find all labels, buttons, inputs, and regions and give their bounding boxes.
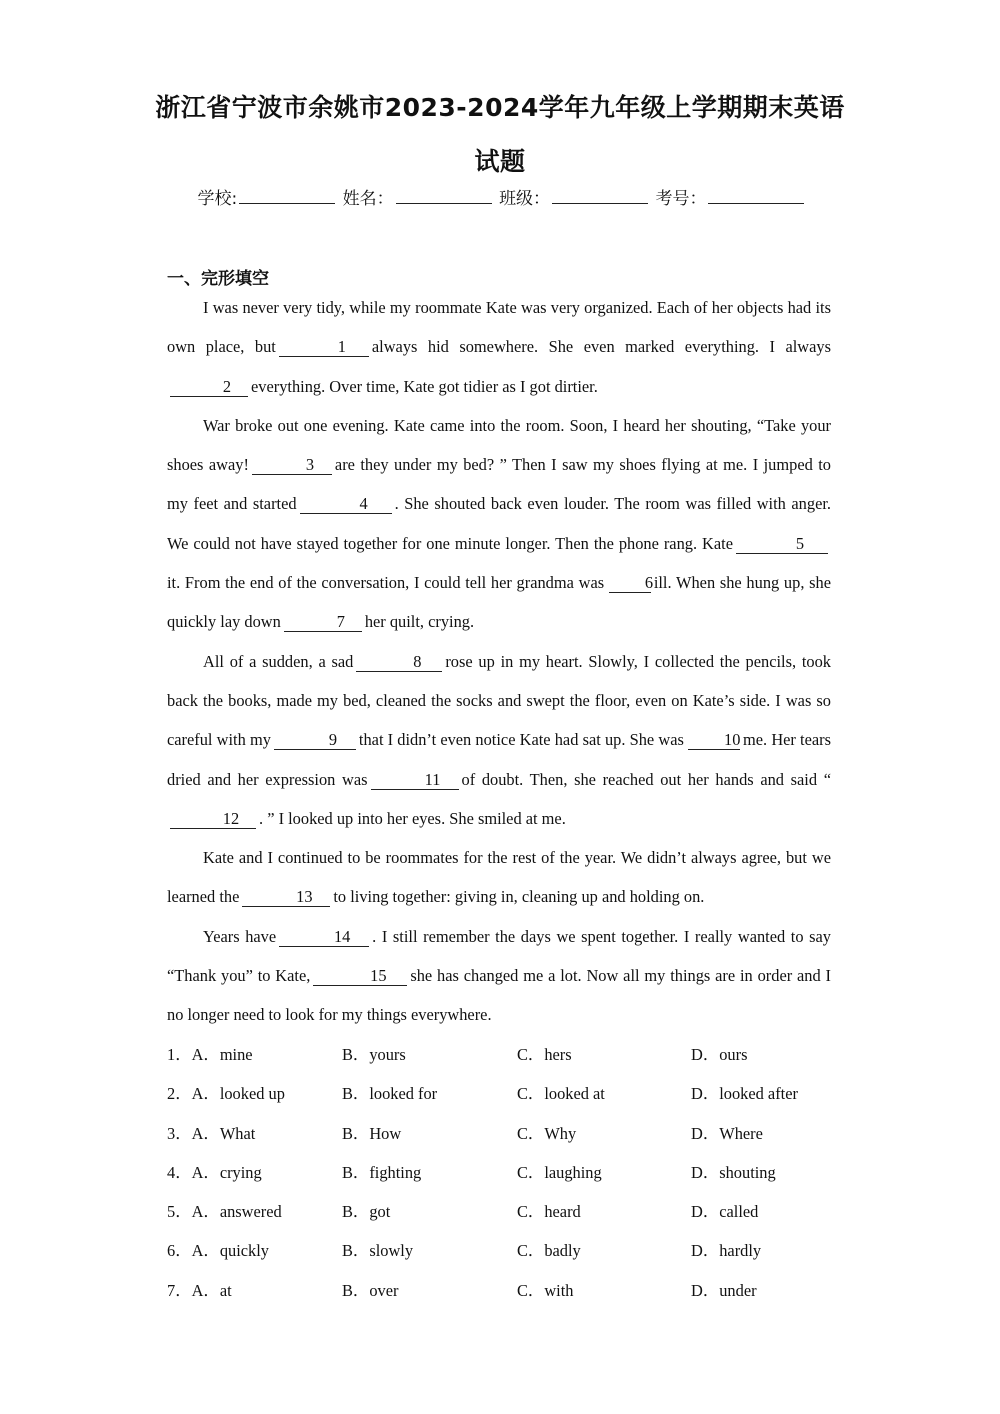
question-row bbox=[167, 1153, 847, 1192]
option-a: 1．A．mine bbox=[167, 1045, 253, 1064]
option-d: D．Where bbox=[691, 1123, 763, 1143]
option-d: D．looked after bbox=[691, 1084, 798, 1104]
blank-1: 1 bbox=[279, 338, 369, 357]
blank-3: 3 bbox=[252, 456, 332, 475]
text-span: always hid somewhere. She even marked everything. I always bbox=[371, 337, 831, 357]
text-span: it. From the end of the conversation, I could tell her grandma was bbox=[167, 573, 605, 593]
student-info-row bbox=[0, 184, 1000, 209]
option-d: D．ours bbox=[691, 1045, 748, 1064]
number-label: 考号： bbox=[655, 189, 707, 209]
blank-5: 5 bbox=[736, 535, 828, 554]
blank-13: 13 bbox=[242, 888, 330, 907]
question-row bbox=[167, 1114, 847, 1153]
name-label: 姓名： bbox=[342, 189, 394, 209]
blank-7: 7 bbox=[284, 613, 362, 632]
text-span: everything. Over time, Kate got tidier as I got dirtier. bbox=[251, 376, 598, 396]
option-c: C．hers bbox=[517, 1045, 572, 1064]
option-b: B．over bbox=[342, 1280, 399, 1300]
option-b: B．got bbox=[342, 1202, 391, 1222]
text-span: of doubt. Then, she reached out her hands and said “ bbox=[461, 769, 831, 789]
paragraph-4 bbox=[167, 838, 831, 917]
option-b: B．slowly bbox=[342, 1241, 414, 1261]
blank-9: 9 bbox=[274, 731, 356, 750]
paragraph-3 bbox=[167, 642, 831, 838]
option-a: 2．A．looked up bbox=[167, 1084, 285, 1104]
paragraph-5 bbox=[167, 917, 831, 1035]
class-label: 班级： bbox=[499, 189, 551, 209]
blank-6: 6 bbox=[609, 574, 651, 593]
option-a: 6．A．quickly bbox=[167, 1241, 269, 1261]
text-span: are they under my bed? ” Then I saw my shoes flying at me. I jumped to my feet and started bbox=[167, 455, 831, 514]
text-span: Kate and I continued to be roommates for the rest of the year. We didn’t always agree, but we learned the bbox=[167, 848, 831, 907]
option-c: C．Why bbox=[517, 1123, 577, 1143]
paragraph-2 bbox=[167, 406, 831, 642]
name-blank bbox=[396, 189, 492, 204]
text-span: to living together: giving in, cleaning up and holding on. bbox=[333, 887, 705, 907]
option-c: C．with bbox=[517, 1280, 574, 1300]
paragraph-1 bbox=[167, 288, 831, 406]
option-c: C．heard bbox=[517, 1202, 581, 1222]
option-d: D．shouting bbox=[691, 1162, 776, 1182]
text-span: ill. When she hung up, she quickly lay down bbox=[167, 573, 831, 632]
exam-title-line1: 浙江省宁波市余姚市2023-2024学年九年级上学期期末英语 bbox=[155, 93, 845, 122]
school-blank bbox=[239, 189, 335, 204]
blank-12: 12 bbox=[170, 810, 256, 829]
text-span: . She shouted back even louder. The room was filled with anger. We could not have stayed together for one minute longer. Then the phone rang. Kate bbox=[167, 494, 831, 553]
text-span: All of a sudden, a sad bbox=[203, 651, 354, 671]
text-span: War broke out one evening. Kate came into the room. Soon, I heard her shouting, “Take your shoes away! bbox=[167, 415, 831, 475]
text-span: . I still remember the days we spent together. I really wanted to say “Thank you” to Kate, bbox=[167, 926, 831, 986]
text-span: I was never very tidy, while my roommate Kate was very organized. Each of her objects had its own place, but bbox=[167, 298, 831, 357]
text-span: her quilt, crying. bbox=[364, 612, 475, 632]
option-c: C．looked at bbox=[517, 1084, 605, 1104]
option-a: 7．A．at bbox=[167, 1280, 232, 1300]
option-c: C．laughing bbox=[517, 1162, 602, 1182]
text-span: . ” I looked up into her eyes. She smiled at me. bbox=[259, 808, 566, 828]
text-span: rose up in my heart. Slowly, I collected the pencils, took back the books, made my bed, cleaned the socks and swept the floor, even on Kate’s side. I was so careful with my bbox=[167, 651, 831, 750]
blank-11: 11 bbox=[371, 771, 459, 790]
blank-2: 2 bbox=[170, 378, 248, 397]
blank-4: 4 bbox=[300, 495, 392, 514]
section-title: 一、完形填空 bbox=[167, 269, 269, 289]
option-b: B．yours bbox=[342, 1045, 406, 1064]
option-a: 4．A．crying bbox=[167, 1162, 262, 1182]
option-b: B．fighting bbox=[342, 1162, 422, 1182]
question-row bbox=[167, 1231, 847, 1270]
blank-10: 10 bbox=[688, 731, 740, 750]
class-blank bbox=[552, 189, 648, 204]
option-b: B．looked for bbox=[342, 1084, 438, 1104]
question-row bbox=[167, 1074, 847, 1113]
blank-15: 15 bbox=[313, 967, 407, 986]
option-d: D．under bbox=[691, 1280, 757, 1300]
blank-14: 14 bbox=[279, 928, 369, 947]
option-c: C．badly bbox=[517, 1241, 581, 1261]
question-row bbox=[167, 1192, 847, 1231]
text-span: she has changed me a lot. Now all my things are in order and I no longer need to look for my things everywhere. bbox=[167, 966, 831, 1025]
cloze-passage bbox=[167, 288, 831, 1035]
text-span: me. Her tears dried and her expression was bbox=[167, 730, 831, 789]
option-d: D．hardly bbox=[691, 1241, 762, 1261]
option-a: 3．A．What bbox=[167, 1123, 256, 1143]
number-blank bbox=[708, 189, 804, 204]
question-row bbox=[167, 1035, 847, 1074]
answer-options bbox=[167, 1035, 847, 1310]
option-a: 5．A．answered bbox=[167, 1202, 282, 1222]
text-span: Years have bbox=[203, 926, 277, 946]
exam-title-line2: 试题 bbox=[474, 147, 526, 176]
question-row bbox=[167, 1271, 847, 1310]
school-label: 学校: bbox=[197, 189, 238, 209]
blank-8: 8 bbox=[356, 653, 442, 672]
option-d: D．called bbox=[691, 1202, 759, 1222]
option-b: B．How bbox=[342, 1123, 402, 1143]
text-span: that I didn’t even notice Kate had sat up. She was bbox=[358, 730, 684, 750]
